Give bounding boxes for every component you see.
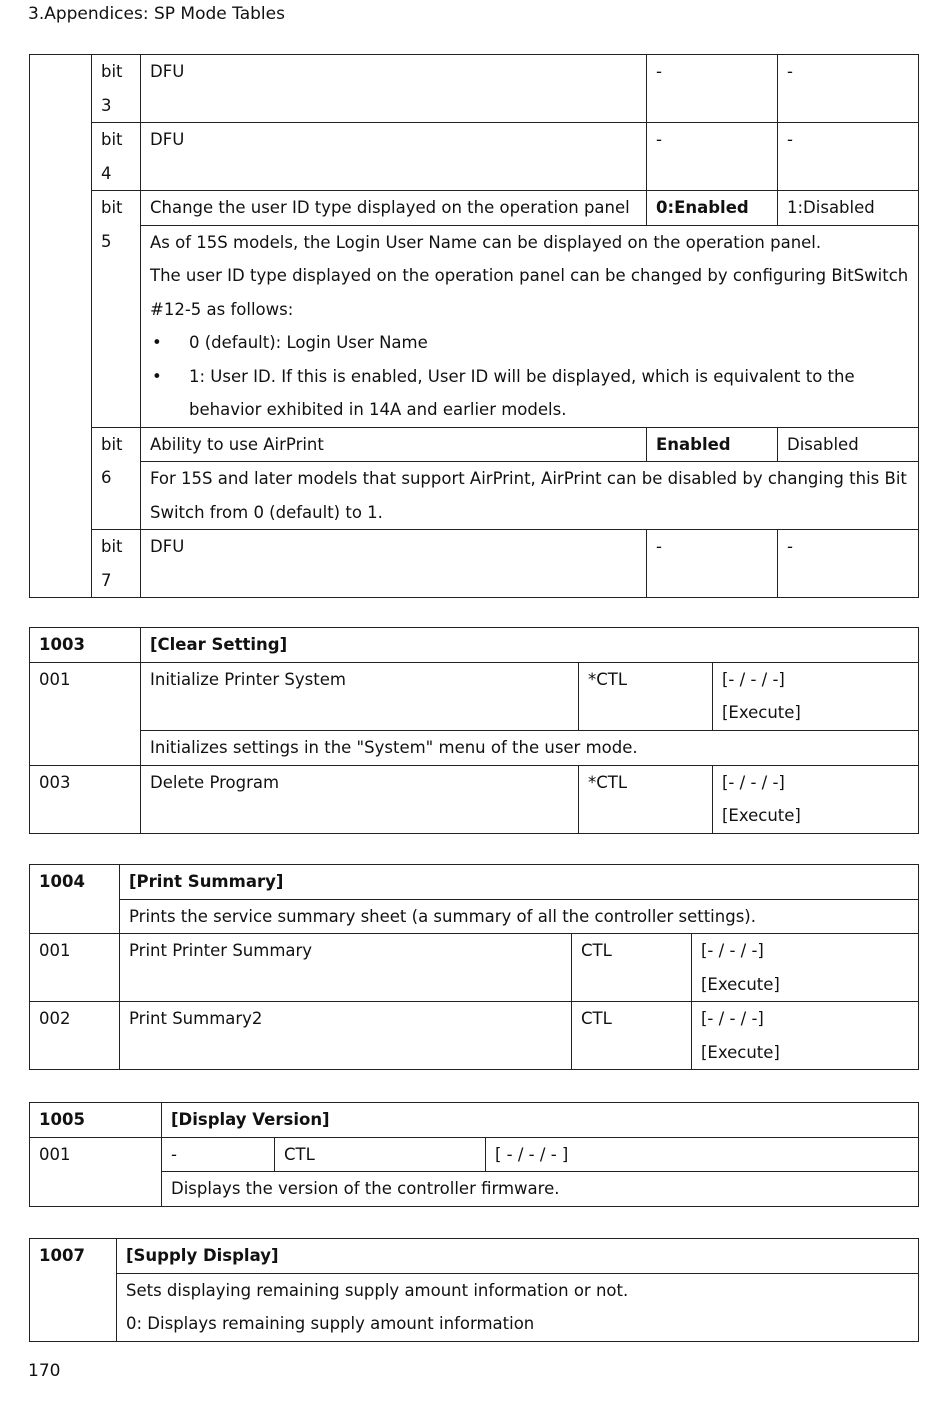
- sub-code: 001: [30, 1137, 162, 1206]
- sp-note: [117, 1273, 919, 1341]
- sub-code: 001: [30, 934, 120, 1002]
- item-name: Initialize Printer System: [141, 662, 579, 730]
- item-name: Print Printer Summary: [120, 934, 572, 1002]
- sp-note: Prints the service summary sheet (a summary of all the controller settings).: [120, 899, 919, 934]
- list-item: • 0 (default): Login User Name: [150, 326, 909, 360]
- bit-label: bit 6: [92, 427, 141, 530]
- bit-label: bit 4: [92, 123, 141, 191]
- item-name: -: [162, 1137, 275, 1172]
- bit-value-0: -: [647, 530, 778, 598]
- sp-code: 1007: [30, 1239, 117, 1342]
- sp-title: [Clear Setting]: [141, 628, 919, 663]
- page-number: 170: [28, 1361, 61, 1381]
- note-line: The user ID type displayed on the operation panel can be changed by configuring BitSwitch #12-5 as follows:: [150, 266, 909, 319]
- sp-table-1005: [29, 1102, 919, 1207]
- sp-code: 1003: [30, 628, 141, 663]
- sp-table-1007: [29, 1238, 919, 1342]
- bit-value-1: -: [778, 530, 919, 598]
- bit-value-1: -: [778, 123, 919, 191]
- sp-table-1003: [29, 627, 919, 834]
- bitswitch-blank-column: [30, 55, 92, 598]
- note-line: Sets displaying remaining supply amount information or not.: [126, 1280, 629, 1300]
- bit-desc: Change the user ID type displayed on the operation panel: [141, 191, 647, 226]
- sp-title: [Display Version]: [162, 1103, 919, 1138]
- sp-code: 1004: [30, 865, 120, 934]
- bit-desc: Ability to use AirPrint: [141, 427, 647, 462]
- bit-desc: DFU: [141, 530, 647, 598]
- item-range: [- / - / -] [Execute]: [713, 662, 919, 730]
- bullet-list: [150, 326, 909, 427]
- item-name: Print Summary2: [120, 1002, 572, 1070]
- item-type: CTL: [572, 1002, 692, 1070]
- sub-code: 002: [30, 1002, 120, 1070]
- bit-value-0: Enabled: [647, 427, 778, 462]
- bullet-icon: •: [152, 333, 162, 352]
- bitswitch-table: [29, 54, 919, 598]
- bit-value-1: 1:Disabled: [778, 191, 919, 226]
- bit-value-0: -: [647, 55, 778, 123]
- sp-title: [Print Summary]: [120, 865, 919, 900]
- sub-code: 003: [30, 765, 141, 833]
- bit-value-1: -: [778, 55, 919, 123]
- item-type: *CTL: [579, 765, 713, 833]
- note-line: 0: Displays remaining supply amount information: [126, 1314, 535, 1333]
- list-item: • 1: User ID. If this is enabled, User ID will be displayed, which is equivalent to the behavior exhibited in 14A and earlier models.: [150, 360, 909, 427]
- sp-table-1004: [29, 864, 919, 1070]
- item-range: [- / - / -] [Execute]: [713, 765, 919, 833]
- bit-desc: DFU: [141, 55, 647, 123]
- item-type: CTL: [572, 934, 692, 1002]
- item-range: [- / - / -] [Execute]: [692, 1002, 919, 1070]
- sp-code: 1005: [30, 1103, 162, 1138]
- bit-label: bit 5: [92, 191, 141, 428]
- bit-desc: DFU: [141, 123, 647, 191]
- note-line: As of 15S models, the Login User Name can be displayed on the operation panel.: [150, 232, 822, 252]
- item-range: [- / - / -] [Execute]: [692, 934, 919, 1002]
- bit-value-0: -: [647, 123, 778, 191]
- bit-value-1: Disabled: [778, 427, 919, 462]
- sub-code: 001: [30, 662, 141, 765]
- bit-label: bit 3: [92, 55, 141, 123]
- item-note: Displays the version of the controller firmware.: [162, 1172, 919, 1207]
- item-note: Initializes settings in the "System" menu of the user mode.: [141, 730, 919, 765]
- item-name: Delete Program: [141, 765, 579, 833]
- item-range: [ - / - / - ]: [486, 1137, 919, 1172]
- sp-title: [Supply Display]: [117, 1239, 919, 1274]
- bit-value-0: 0:Enabled: [647, 191, 778, 226]
- bit-label: bit 7: [92, 530, 141, 598]
- item-type: CTL: [275, 1137, 486, 1172]
- bit-note: [141, 225, 919, 427]
- bullet-icon: •: [152, 366, 162, 386]
- page-header: 3.Appendices: SP Mode Tables: [28, 4, 285, 24]
- bit-note: For 15S and later models that support AirPrint, AirPrint can be disabled by changing this Bit Switch from 0 (default) to 1.: [141, 462, 919, 530]
- item-type: *CTL: [579, 662, 713, 730]
